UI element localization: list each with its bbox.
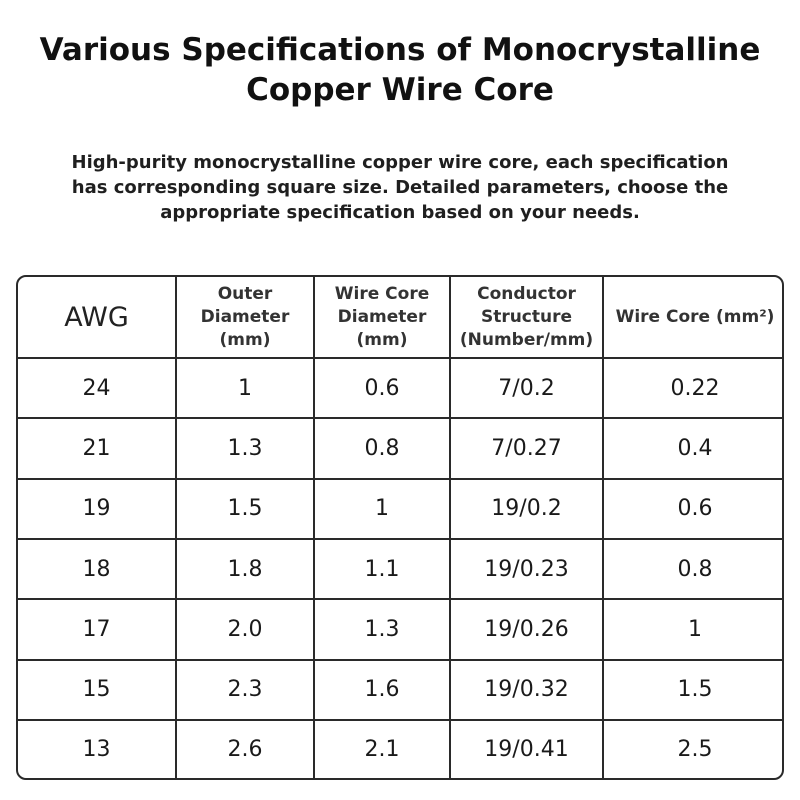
cell-conductor-structure: 19/0.26	[450, 599, 603, 659]
cell-conductor-structure: 19/0.2	[450, 479, 603, 539]
cell-wire-core-area: 1.5	[603, 660, 784, 720]
cell-wire-core-diameter: 1.6	[314, 660, 450, 720]
cell-wire-core-diameter: 0.6	[314, 358, 450, 418]
table-row	[18, 358, 784, 418]
cell-awg: 18	[18, 539, 176, 599]
cell-wire-core-area: 0.8	[603, 539, 784, 599]
spec-table	[18, 277, 784, 778]
header-outer-diameter: Outer Diameter (mm)	[176, 277, 314, 358]
spec-table-container	[16, 275, 784, 780]
cell-awg: 19	[18, 479, 176, 539]
cell-wire-core-diameter: 0.8	[314, 418, 450, 478]
cell-awg: 17	[18, 599, 176, 659]
cell-awg: 24	[18, 358, 176, 418]
cell-conductor-structure: 7/0.27	[450, 418, 603, 478]
table-row	[18, 720, 784, 778]
title-line-1: Various Specifications of Monocrystalline	[39, 32, 761, 68]
cell-wire-core-area: 1	[603, 599, 784, 659]
cell-outer-diameter: 1.8	[176, 539, 314, 599]
cell-wire-core-area: 0.4	[603, 418, 784, 478]
table-header-row	[18, 277, 784, 358]
header-conductor-structure: Conductor Structure (Number/mm)	[450, 277, 603, 358]
cell-outer-diameter: 1.5	[176, 479, 314, 539]
cell-outer-diameter: 1	[176, 358, 314, 418]
table-row	[18, 599, 784, 659]
cell-conductor-structure: 19/0.23	[450, 539, 603, 599]
title-line-2: Copper Wire Core	[246, 72, 554, 108]
cell-conductor-structure: 7/0.2	[450, 358, 603, 418]
table-row	[18, 660, 784, 720]
cell-outer-diameter: 2.0	[176, 599, 314, 659]
cell-awg: 15	[18, 660, 176, 720]
cell-wire-core-diameter: 1.1	[314, 539, 450, 599]
table-row	[18, 539, 784, 599]
page-title	[0, 30, 800, 110]
table-row	[18, 418, 784, 478]
cell-conductor-structure: 19/0.32	[450, 660, 603, 720]
cell-wire-core-area: 0.6	[603, 479, 784, 539]
header-wire-core-area: Wire Core (mm²)	[603, 277, 784, 358]
cell-outer-diameter: 1.3	[176, 418, 314, 478]
cell-wire-core-diameter: 1.3	[314, 599, 450, 659]
page-subtitle: High-purity monocrystalline copper wire core, each specification has corresponding square size. Detailed parameters, choose the appropriate specification based on your needs.	[71, 152, 729, 223]
cell-wire-core-area: 0.22	[603, 358, 784, 418]
cell-wire-core-diameter: 2.1	[314, 720, 450, 778]
cell-conductor-structure: 19/0.41	[450, 720, 603, 778]
cell-outer-diameter: 2.6	[176, 720, 314, 778]
cell-wire-core-diameter: 1	[314, 479, 450, 539]
table-row	[18, 479, 784, 539]
cell-outer-diameter: 2.3	[176, 660, 314, 720]
cell-awg: 21	[18, 418, 176, 478]
cell-wire-core-area: 2.5	[677, 736, 713, 762]
header-wire-core-diameter: Wire Core Diameter (mm)	[314, 277, 450, 358]
cell-awg: 13	[18, 720, 176, 778]
header-awg: AWG	[18, 277, 176, 358]
